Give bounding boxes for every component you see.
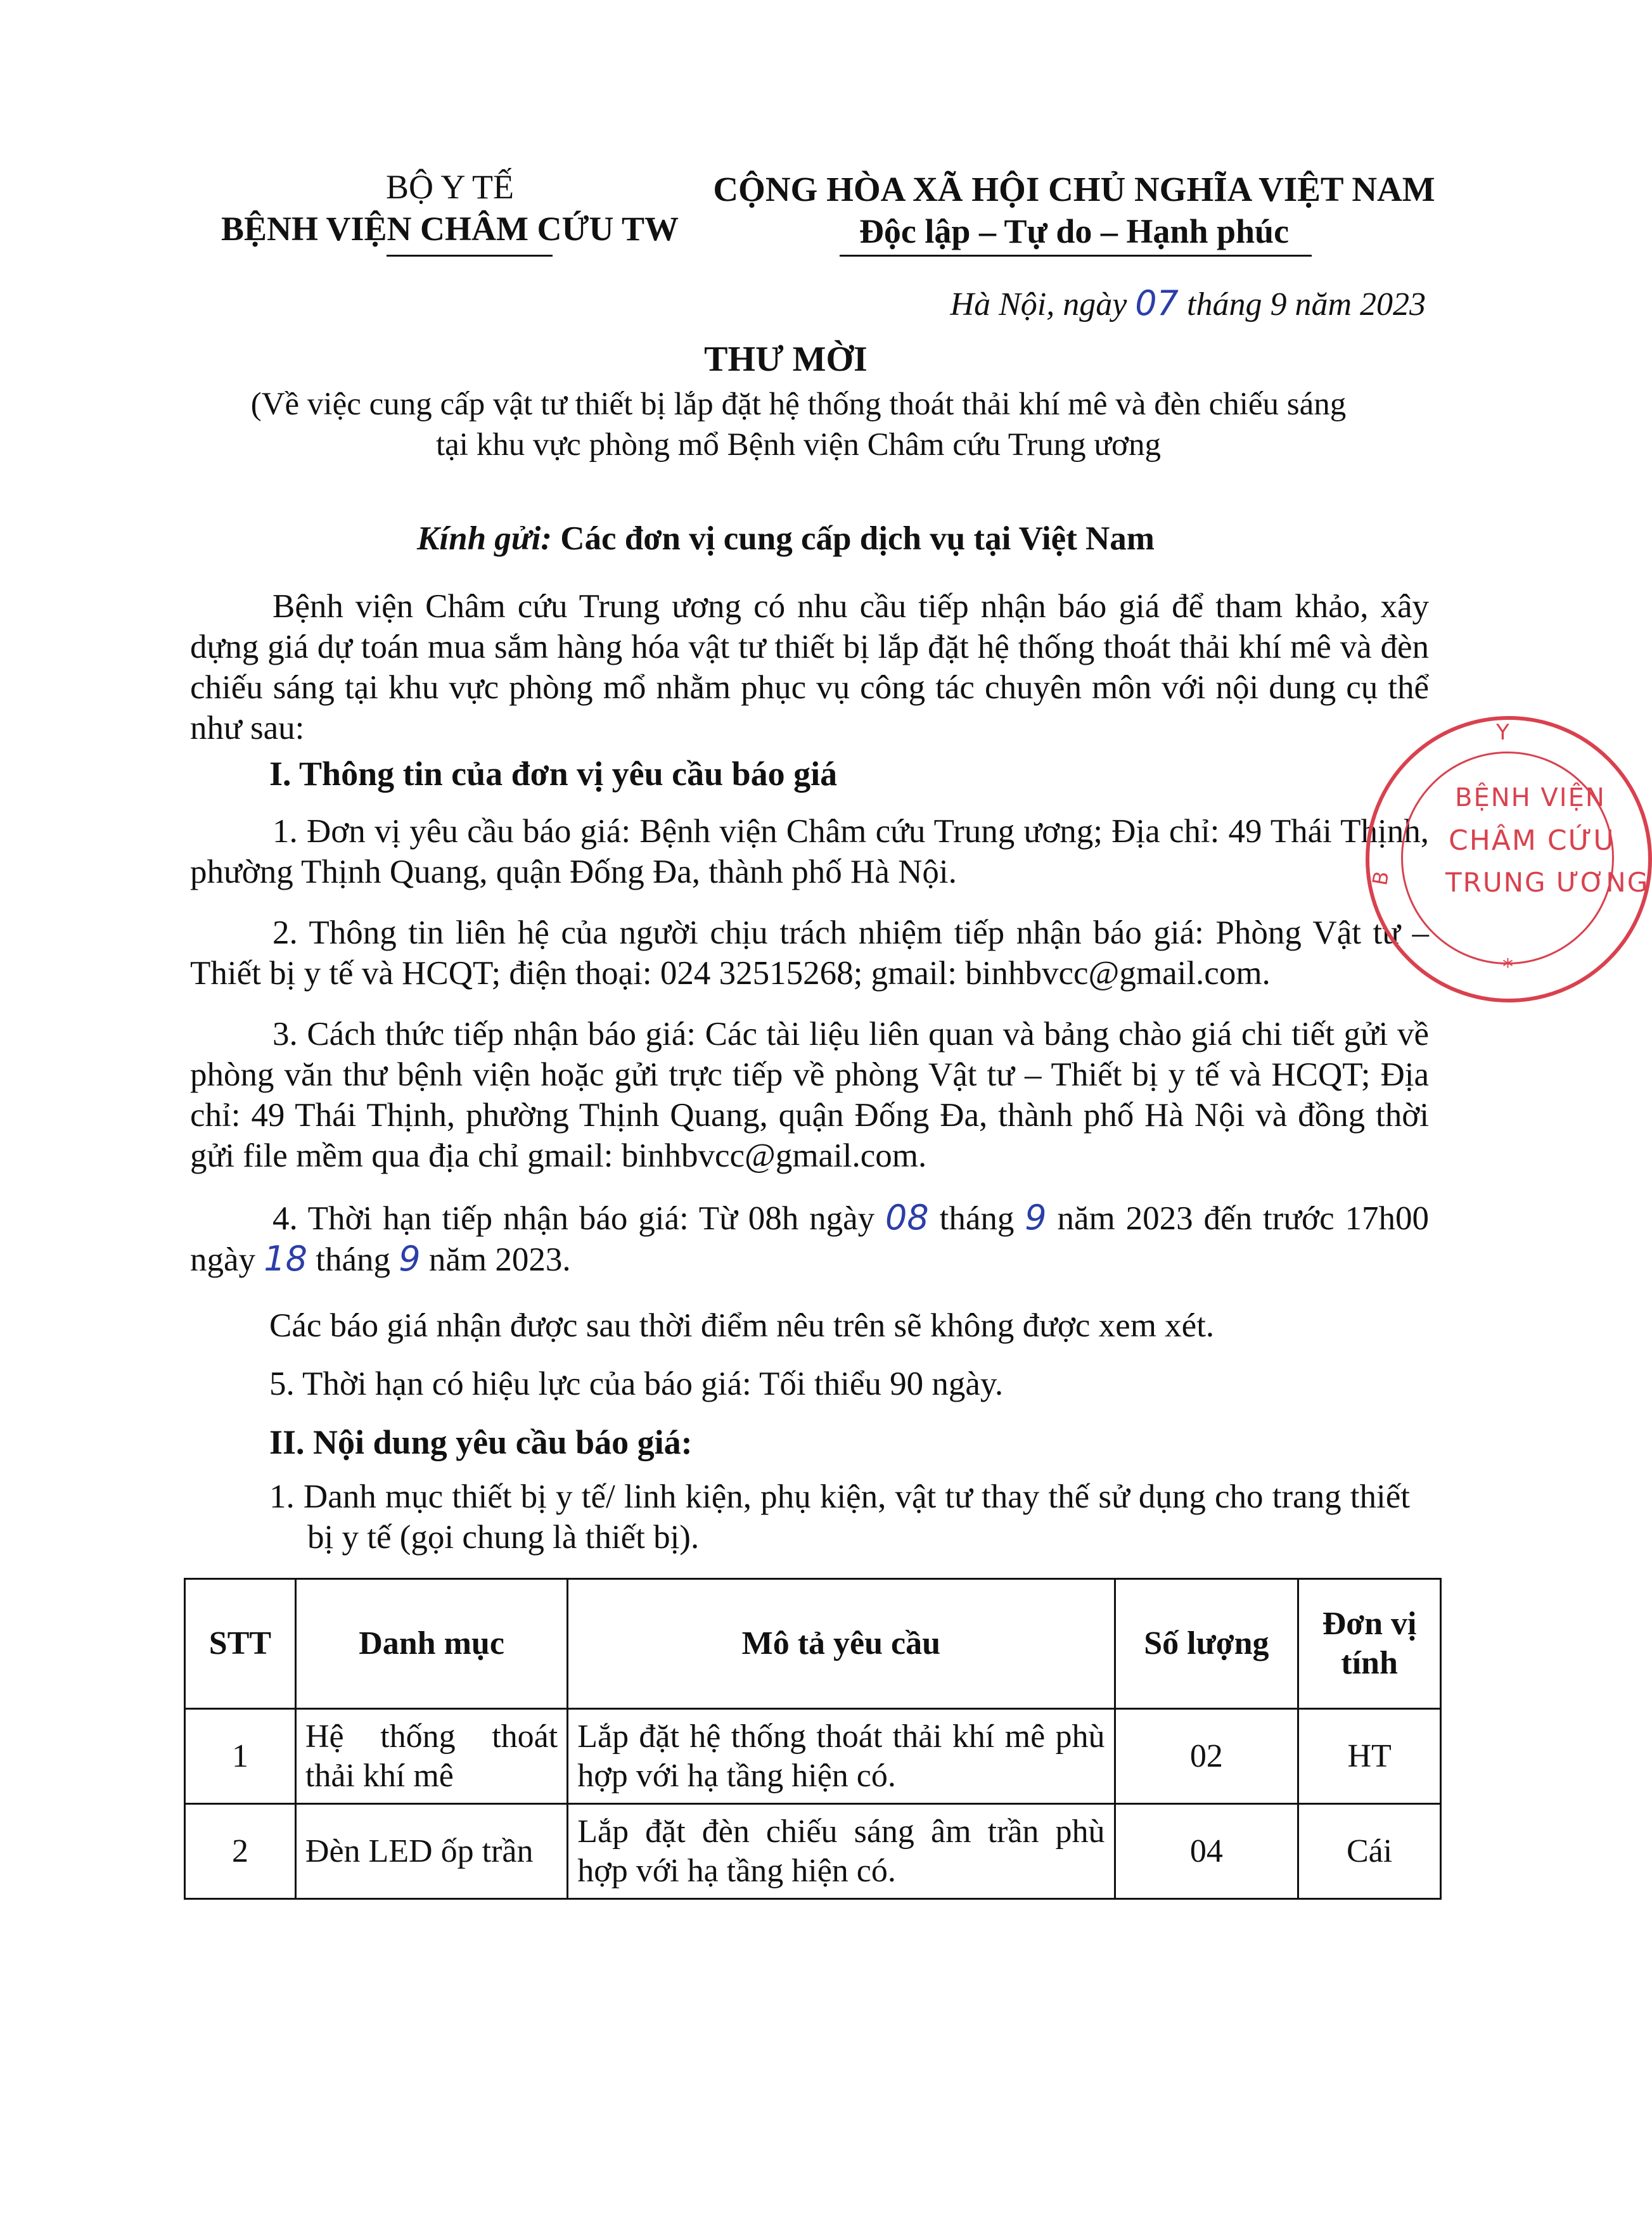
document-subtitle (190, 384, 1407, 465)
section-1-item-4 (190, 1198, 1429, 1280)
item-4-text-6: năm 2023. (428, 1241, 571, 1278)
item-4-text-5: tháng (316, 1241, 390, 1278)
table-header-row (185, 1579, 1441, 1709)
late-quote-note: Các báo giá nhận được sau thời điểm nêu trên sẽ không được xem xét. (269, 1307, 1215, 1344)
seal-line-1: BỆNH VIỆN (1455, 783, 1606, 812)
seal-line-2: CHÂM CỨU (1449, 824, 1615, 857)
issuer-block (190, 166, 710, 250)
date-suffix: tháng 9 năm 2023 (1187, 286, 1426, 323)
item-4-start-day: 08 (885, 1198, 929, 1238)
header-unit: Đơn vị tính (1298, 1579, 1441, 1709)
section-1-item-2: 2. Thông tin liên hệ của người chịu trách nhiệm tiếp nhận báo giá: Phòng Vật tư – Thiết bị y tế và HCQT; điện thoại: 024 32515268; gmail: binhbvcc@gmail.com. (190, 914, 1429, 992)
cell-description: Lắp đặt đèn chiếu sáng âm trần phù hợp với hạ tầng hiện có. (568, 1804, 1115, 1899)
section-2-item-1-text: 1. Danh mục thiết bị y tế/ linh kiện, phụ kiện, vật tư thay thế sử dụng cho trang thiết bị y tế (gọi chung là thiết bị). (269, 1478, 1410, 1556)
seal-bottom-mark: * (1502, 954, 1514, 980)
seal-top-letter: Y (1496, 720, 1511, 745)
issuer-underline (387, 255, 553, 257)
cell-description: Lắp đặt hệ thống thoát thải khí mê phù hợp với hạ tầng hiện có. (568, 1709, 1115, 1804)
header-item: Danh mục (295, 1579, 567, 1709)
table-row (185, 1804, 1441, 1899)
items-table (184, 1578, 1442, 1900)
section-1-heading: I. Thông tin của đơn vị yêu cầu báo giá (269, 755, 838, 793)
section-1-item-3: 3. Cách thức tiếp nhận báo giá: Các tài liệu liên quan và bảng chào giá chi tiết gửi về phòng văn thư bệnh viện hoặc gửi trực tiếp về phòng Vật tư – Thiết bị y tế và HCQT; Địa chỉ: 49 Thái Thịnh, phường Thịnh Quang, quận Đống Đa, thành phố Hà Nội và đồng thời gửi file mềm qua địa chỉ gmail: binhbvcc@gmail.com. (190, 1016, 1429, 1174)
cell-item: Hệ thống thoát thải khí mê (295, 1709, 567, 1804)
motto: Độc lập – Tự do – Hạnh phúc (859, 212, 1290, 250)
date-day-handwritten: 07 (1135, 283, 1179, 323)
section-1-item-1: 1. Đơn vị yêu cầu báo giá: Bệnh viện Châm cứu Trung ương; Địa chỉ: 49 Thái Thịnh, phường Thịnh Quang, quận Đống Đa, thành phố Hà Nội. (190, 813, 1429, 890)
recipient-line (0, 520, 1572, 558)
national-header (684, 169, 1464, 252)
header-quantity: Số lượng (1115, 1579, 1298, 1709)
recipient-label: Kính gửi: (417, 520, 552, 557)
section-2-item-1 (269, 1476, 1410, 1558)
seal-side-letter: B (1367, 867, 1394, 888)
header-description: Mô tả yêu cầu (568, 1579, 1115, 1709)
item-4-text-2: tháng (939, 1200, 1015, 1237)
ministry-name: BỘ Y TẾ (386, 168, 514, 206)
item-4-start-month: 9 (1025, 1198, 1047, 1238)
cell-quantity: 04 (1115, 1804, 1298, 1899)
item-4-text-4: 17h00 ngày (190, 1200, 1429, 1278)
cell-item: Đèn LED ốp trần (295, 1804, 567, 1899)
section-2-heading: II. Nội dung yêu cầu báo giá: (269, 1423, 693, 1461)
recipient-value: Các đơn vị cung cấp dịch vụ tại Việt Nam (560, 520, 1155, 557)
subtitle-line-1: (Về việc cung cấp vật tư thiết bị lắp đặt hệ thống thoát thải khí mê và đèn chiếu sáng (250, 387, 1347, 422)
country-name: CỘNG HÒA XÃ HỘI CHỦ NGHĨA VIỆT NAM (713, 170, 1435, 208)
document-title: THƯ MỜI (704, 340, 868, 379)
item-4-text-1: 4. Thời hạn tiếp nhận báo giá: Từ 08h ngày (272, 1200, 875, 1237)
cell-stt: 2 (185, 1804, 296, 1899)
intro-paragraph: Bệnh viện Châm cứu Trung ương có nhu cầu tiếp nhận báo giá để tham khảo, xây dựng giá dự toán mua sắm hàng hóa vật tư thiết bị lắp đặt hệ thống thoát thải khí mê và đèn chiếu sáng tại khu vực phòng mổ nhằm phục vụ công tác chuyên môn với nội dung cụ thể như sau: (190, 588, 1429, 746)
cell-stt: 1 (185, 1709, 296, 1804)
cell-unit: Cái (1298, 1804, 1441, 1899)
motto-underline (840, 255, 1312, 257)
date-prefix: Hà Nội, ngày (950, 286, 1127, 323)
item-4-end-month: 9 (399, 1239, 421, 1279)
table-row (185, 1709, 1441, 1804)
subtitle-line-2: tại khu vực phòng mổ Bệnh viện Châm cứu Trung ương (435, 427, 1161, 463)
date-line (760, 283, 1426, 323)
hospital-name: BỆNH VIỆN CHÂM CỨU TW (221, 210, 679, 248)
item-4-end-day: 18 (264, 1239, 307, 1279)
seal-line-3: TRUNG ƯƠNG (1445, 867, 1649, 898)
cell-quantity: 02 (1115, 1709, 1298, 1804)
header-stt: STT (185, 1579, 296, 1709)
cell-unit: HT (1298, 1709, 1441, 1804)
section-1-item-5: 5. Thời hạn có hiệu lực của báo giá: Tối thiểu 90 ngày. (269, 1366, 1004, 1402)
item-4-text-3: năm 2023 đến trước (1057, 1200, 1335, 1237)
red-seal (1366, 716, 1652, 1002)
